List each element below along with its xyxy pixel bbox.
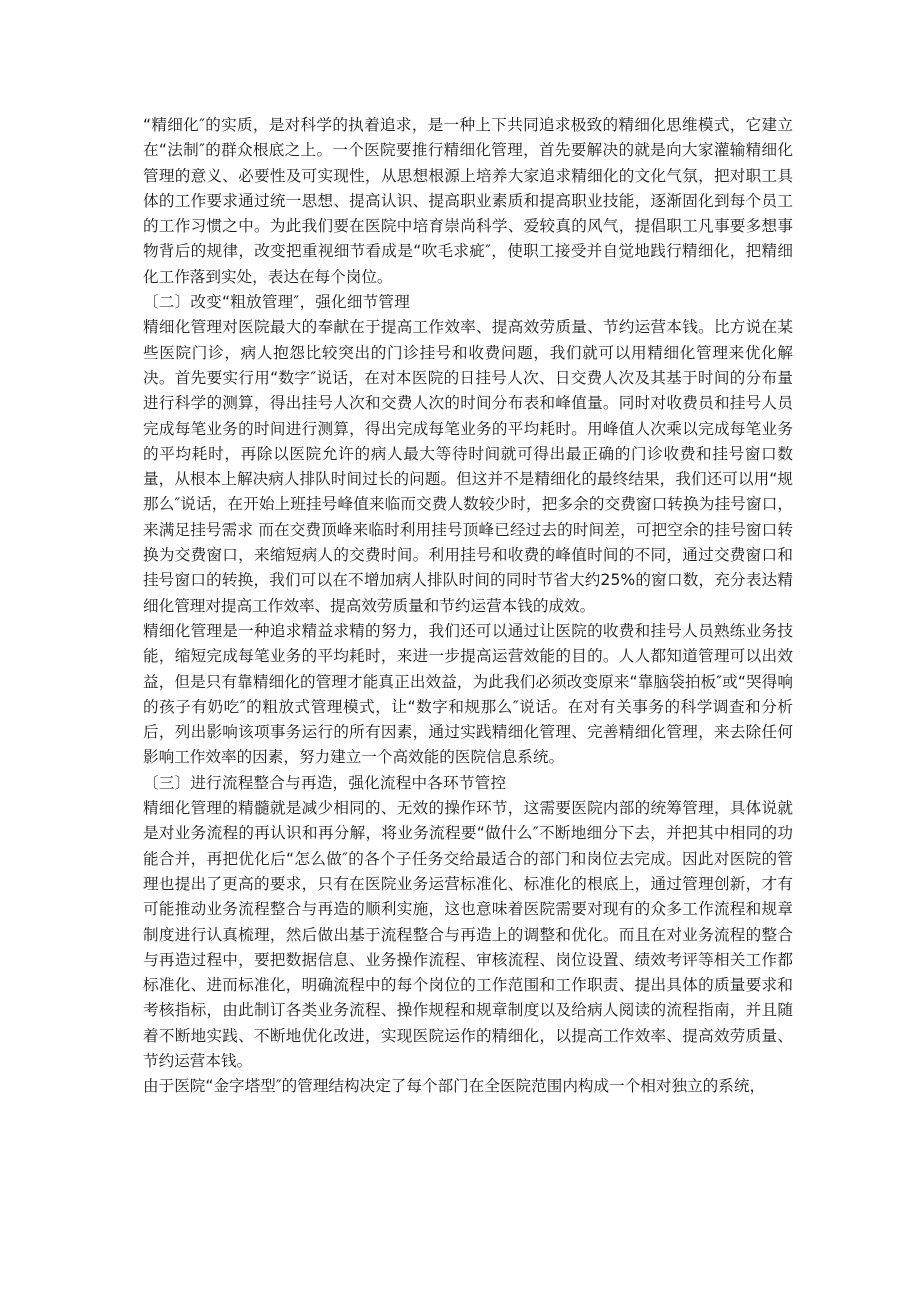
paragraph-efficiency: 精细化管理对医院最大的奉献在于提高工作效率、提高效劳质量、节约运营本钱。比方说在某些医院门诊，病人抱怨比较突出的门诊挂号和收费问题，我们就可以用精细化管理来优化解决。首先要实行用“数字″说话，在对本医院的日挂号人次、日交费人次及其基于时间的分布量进行科学的测算，得出挂号人次和交费人次的时间分布表和峰值量。同时对收费员和挂号人员完成每笔业务的时间进行测算，得出完成每笔业务的平均耗时。用峰值人次乘以完成每笔业务的平均耗时，再除以医院允许的病人最大等待时间就可得出最正确的门诊收费和挂号窗口数量，从根本上解决病人排队时间过长的问题。但这并不是精细化的最终结果，我们还可以用“规那么″说话，在开始上班挂号峰值来临而交费人数较少时，把多余的交费窗口转换为挂号窗口，来满足挂号需求 而在交费顶峰来临时利用挂号顶峰已经过去的时间差，可把空余的挂号窗口转换为交费窗口，来缩短病人的交费时间。利用挂号和收费的峰值时间的不同，通过交费窗口和挂号窗口的转换，我们可以在不增加病人排队时间的同时节省大约25%的窗口数，充分表达精细化管理对提高工作效率、提高效劳质量和节约运营本钱的成效。 <box>143 318 793 615</box>
paragraph-process-reengineering: 精细化管理的精髓就是减少相同的、无效的操作环节，这需要医院内部的统筹管理，具体说就是对业务流程的再认识和再分解，将业务流程要“做什么″不断地细分下去，并把其中相同的功能合并，再把优化后“怎么做″的各个子任务交给最适合的部门和岗位去完成。因此对医院的管理也提出了更高的要求，只有在医院业务运营标准化、标准化的根底上，通过管理创新，才有可能推动业务流程整合与再造的顺利实施，这也意味着医院需要对现有的众多工作流程和规章制度进行认真梳理，然后做出基于流程整合与再造上的调整和优化。而且在对业务流程的整合与再造过程中，要把数据信息、业务操作流程、审核流程、岗位设置、绩效考评等相关工作都标准化、进而标准化，明确流程中的每个岗位的工作范围和工作职责、提出具体的质量要求和考核指标，由此制订各类业务流程、操作规程和规章制度以及给病人阅读的流程指南，并且随着不断地实践、不断地优化改进，实现医院运作的精细化，以提高工作效率、提高效劳质量、节约运营本钱。 <box>143 799 793 1070</box>
section-heading-2: 〔二〕改变“粗放管理″，强化细节管理 <box>143 293 411 312</box>
paragraph-excellence: 精细化管理是一种追求精益求精的努力，我们还可以通过让医院的收费和挂号人员熟练业务技能，缩短完成每笔业务的平均耗时，来进一步提高运营效能的目的。人人都知道管理可以出效益，但是只有靠精细化的管理才能真正出效益，为此我们必须改变原来“靠脑袋拍板″或“哭得响的孩子有奶吃″的粗放式管理模式，让“数字和规那么″说话。在对有关事务的科学调查和分析后，列出影响该项事务运行的所有因素，通过实践精细化管理、完善精细化管理，来去除任何影响工作效率的因素，努力建立一个高效能的医院信息系统。 <box>143 621 793 767</box>
document-body <box>143 113 793 1100</box>
section-heading-3: 〔三〕进行流程整合与再造，强化流程中各环节管控 <box>143 773 507 792</box>
paragraph-refinement-essence: “精细化″的实质，是对科学的执着追求，是一种上下共同追求极致的精细化思维模式，它建立在“法制″的群众根底之上。一个医院要推行精细化管理，首先要解决的就是向大家灌输精细化管理的意义、必要性及可实现性，从思想根源上培养大家追求精细化的文化气氛，把对职工具体的工作要求通过统一思想、提高认识、提高职业素质和提高职业技能，逐渐固化到每个员工的工作习惯之中。为此我们要在医院中培育崇尚科学、爱较真的风气，提倡职工凡事要多想事物背后的规律，改变把重视细节看成是“吹毛求疵″，使职工接受并自觉地践行精细化，把精细化工作落到实处，表达在每个岗位。 <box>143 116 793 286</box>
paragraph-pyramid-structure: 由于医院“金字塔型″的管理结构决定了每个部门在全医院范围内构成一个相对独立的系统， <box>143 1077 766 1096</box>
